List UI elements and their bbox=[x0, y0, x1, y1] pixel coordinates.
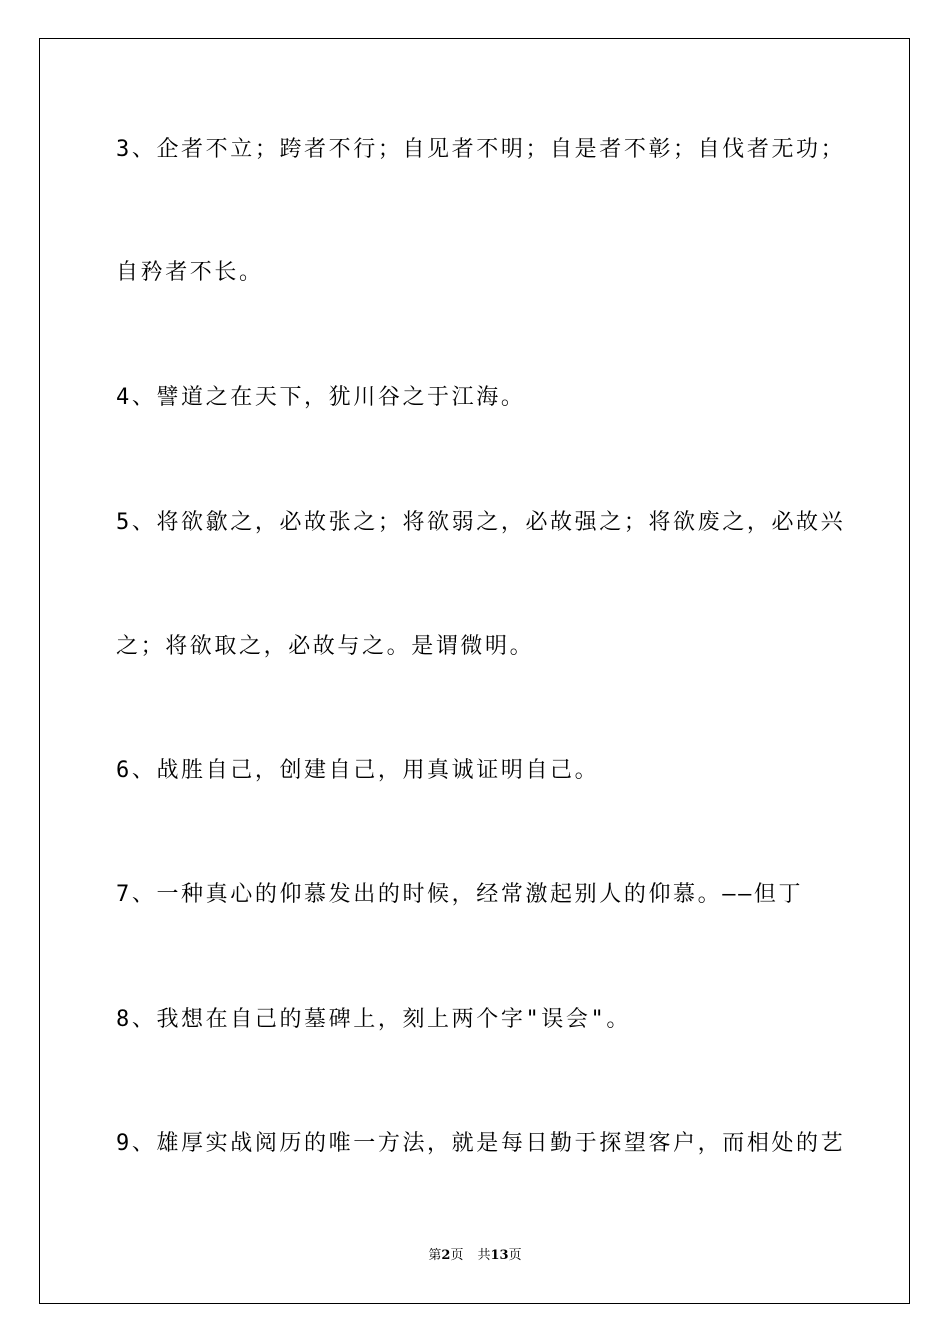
text-line: 3、企者不立；跨者不行；自见者不明；自是者不彰；自伐者无功； bbox=[116, 137, 846, 162]
page-footer bbox=[0, 1248, 950, 1264]
text-line: 8、我想在自己的墓碑上，刻上两个字"误会"。 bbox=[116, 1007, 631, 1032]
text-line: 4、譬道之在天下，犹川谷之于江海。 bbox=[116, 385, 526, 410]
text-line: 自矜者不长。 bbox=[116, 260, 264, 285]
text-line: 6、战胜自己，创建自己，用真诚证明自己。 bbox=[116, 758, 600, 783]
page-number: 2 bbox=[441, 1248, 451, 1263]
text-line: 5、将欲歙之，必故张之；将欲弱之，必故强之；将欲废之，必故兴 bbox=[116, 510, 846, 535]
total-prefix: 共 bbox=[477, 1248, 491, 1263]
text-line: 7、一种真心的仰慕发出的时候，经常激起别人的仰慕。——但丁 bbox=[116, 882, 804, 907]
page-prefix: 第 bbox=[428, 1248, 442, 1263]
total-pages: 13 bbox=[490, 1248, 509, 1263]
text-line: 之；将欲取之，必故与之。是谓微明。 bbox=[116, 634, 535, 659]
total-suffix: 页 bbox=[508, 1248, 522, 1263]
page-suffix: 页 bbox=[450, 1248, 464, 1263]
text-line: 9、雄厚实战阅历的唯一方法，就是每日勤于探望客户，而相处的艺 bbox=[116, 1131, 846, 1156]
page-border bbox=[39, 38, 910, 1304]
